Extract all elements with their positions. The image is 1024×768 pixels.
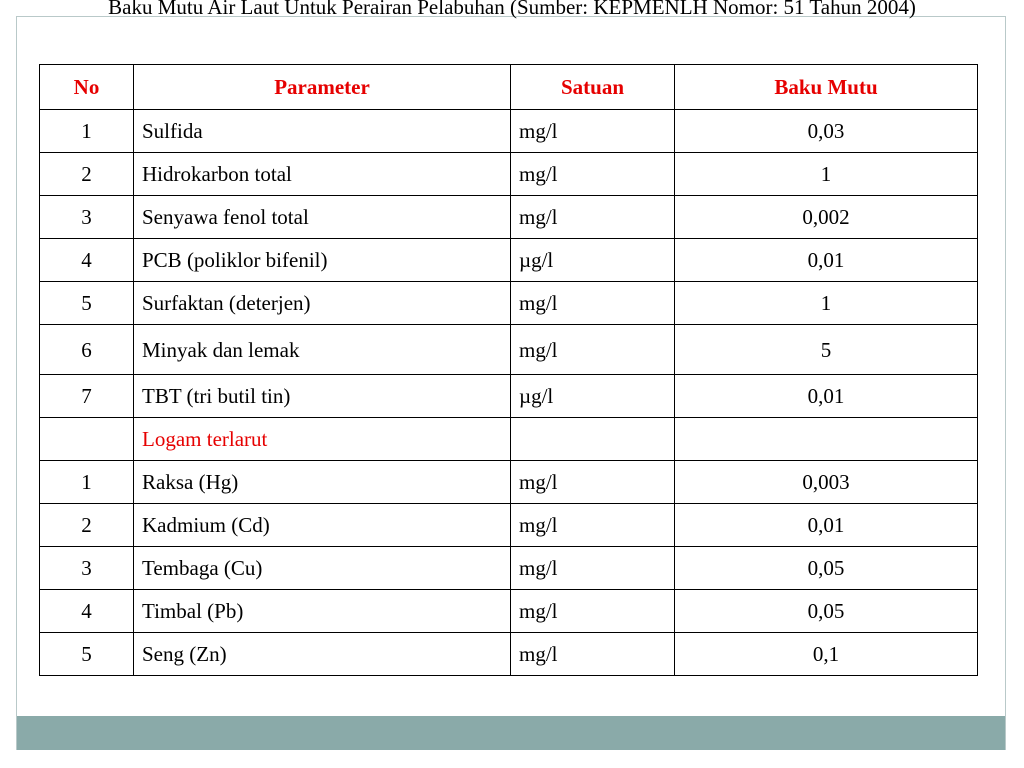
section-row: [40, 418, 978, 461]
section-label: Logam terlarut: [134, 418, 511, 461]
cell-value: 0,01: [675, 239, 978, 282]
standards-table: [39, 64, 978, 676]
cell-parameter: Raksa (Hg): [134, 461, 511, 504]
cell-unit: mg/l: [511, 633, 675, 676]
cell-parameter: PCB (poliklor bifenil): [134, 239, 511, 282]
table-row: [40, 375, 978, 418]
cell-unit: mg/l: [511, 590, 675, 633]
cell-value: 0,05: [675, 547, 978, 590]
table-row: [40, 504, 978, 547]
cell-parameter: Seng (Zn): [134, 633, 511, 676]
cell-no: 6: [40, 325, 134, 375]
cell-no: 5: [40, 282, 134, 325]
cell-parameter: Tembaga (Cu): [134, 547, 511, 590]
cell-value: 5: [675, 325, 978, 375]
cell-no: 1: [40, 110, 134, 153]
header-no: No: [40, 65, 134, 110]
cell-unit: mg/l: [511, 110, 675, 153]
cell-parameter: Kadmium (Cd): [134, 504, 511, 547]
cell-no: 2: [40, 153, 134, 196]
cell-value: 0,002: [675, 196, 978, 239]
cell-parameter: Timbal (Pb): [134, 590, 511, 633]
table-row: [40, 633, 978, 676]
cell-value: 0,01: [675, 504, 978, 547]
section-unit-cell: [511, 418, 675, 461]
slide-title: Baku Mutu Air Laut Untuk Perairan Pelabuhan (Sumber: KEPMENLH Nomor: 51 Tahun 2004): [108, 0, 916, 19]
cell-unit: µg/l: [511, 375, 675, 418]
cell-unit: mg/l: [511, 325, 675, 375]
table-row: [40, 325, 978, 375]
cell-value: 0,05: [675, 590, 978, 633]
section-no-cell: [40, 418, 134, 461]
cell-parameter: TBT (tri butil tin): [134, 375, 511, 418]
cell-unit: mg/l: [511, 547, 675, 590]
header-parameter: Parameter: [134, 65, 511, 110]
cell-no: 4: [40, 590, 134, 633]
cell-value: 0,03: [675, 110, 978, 153]
cell-no: 5: [40, 633, 134, 676]
table-body: [40, 110, 978, 676]
table-header-row: [40, 65, 978, 110]
cell-parameter: Minyak dan lemak: [134, 325, 511, 375]
table-row: [40, 547, 978, 590]
cell-unit: mg/l: [511, 196, 675, 239]
section-value-cell: [675, 418, 978, 461]
header-unit: Satuan: [511, 65, 675, 110]
cell-parameter: Sulfida: [134, 110, 511, 153]
cell-value: 0,01: [675, 375, 978, 418]
cell-value: 1: [675, 282, 978, 325]
table-row: [40, 461, 978, 504]
header-value: Baku Mutu: [675, 65, 978, 110]
table-row: [40, 196, 978, 239]
table-row: [40, 110, 978, 153]
cell-unit: mg/l: [511, 461, 675, 504]
table-row: [40, 590, 978, 633]
footer-bar: [17, 716, 1005, 750]
cell-value: 0,003: [675, 461, 978, 504]
cell-parameter: Hidrokarbon total: [134, 153, 511, 196]
table-row: [40, 239, 978, 282]
cell-no: 3: [40, 196, 134, 239]
cell-unit: mg/l: [511, 153, 675, 196]
cell-no: 3: [40, 547, 134, 590]
table-row: [40, 282, 978, 325]
cell-unit: µg/l: [511, 239, 675, 282]
cell-parameter: Senyawa fenol total: [134, 196, 511, 239]
cell-value: 0,1: [675, 633, 978, 676]
cell-no: 7: [40, 375, 134, 418]
cell-value: 1: [675, 153, 978, 196]
cell-parameter: Surfaktan (deterjen): [134, 282, 511, 325]
table-row: [40, 153, 978, 196]
cell-no: 1: [40, 461, 134, 504]
cell-no: 4: [40, 239, 134, 282]
cell-unit: mg/l: [511, 282, 675, 325]
cell-unit: mg/l: [511, 504, 675, 547]
cell-no: 2: [40, 504, 134, 547]
